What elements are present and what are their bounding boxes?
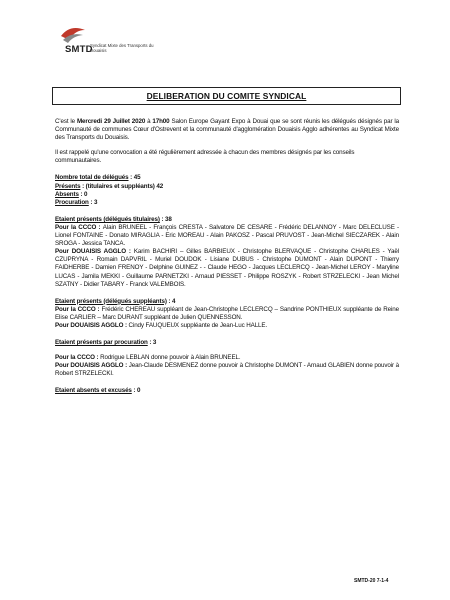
suppleants-heading xyxy=(55,298,399,306)
intro-text-b: à xyxy=(145,118,153,125)
logo-name: SMTD xyxy=(65,44,93,55)
titulaires-da xyxy=(55,248,399,288)
procuration-count: : 3 xyxy=(147,339,157,347)
suppleants-ccco-text: Frédéric CHEREAU suppléant de Jean-Christophe LECLERCQ – Sandrine PONTHIEUX suppléante de Reine Elise CARLIER – Marc DURANT suppléant de Julien QUENNESSON. xyxy=(55,305,399,321)
intro-text-a: C'est le xyxy=(55,118,77,125)
absents-count: : 0 xyxy=(131,387,141,395)
count-total xyxy=(55,174,399,182)
document-reference: SMTD-20 7-1-4 xyxy=(354,578,389,584)
count-procuration xyxy=(55,199,399,207)
procuration-heading xyxy=(55,339,399,347)
titulaires-da-label: Pour DOUAISIS AGGLO : xyxy=(55,248,134,256)
suppleants-heading-label: Etaient présents (délégués suppléants) xyxy=(55,297,167,305)
page-title: DELIBERATION DU COMITE SYNDICAL xyxy=(146,91,307,101)
count-absent-value: : 0 xyxy=(78,190,88,198)
procuration-da-text: Jean-Claude DESMENEZ donne pouvoir à Christophe DUMONT - Arnaud GLABIEN donne pouvoir à Robert STRZELECKI. xyxy=(55,362,400,378)
count-absent-label: Absents xyxy=(55,190,79,198)
intro-text-c: Salon Europe Gayant Expo à Douai que se sont réunis les délégués désignés par la Communauté de communes Cœur d'Ostrevent et la communauté d'agglomération Douaisis Agglo adhérentes au Syndicat Mixte des Transports du Douaisis. xyxy=(55,118,399,142)
count-present-label: Présents xyxy=(55,182,81,190)
titulaires-da-text: Karim BACHIRI – Gilles BARBIEUX - Christophe BLERVAQUE - Christophe CHARLES - Yaël CZUPRYNA - Romain DAPVRIL - Muriel DOUDOK - Lisiane DUBUS - Christophe DUMONT - Alain DUPONT - Thierry FAIDHERBE - Damien FRENOY - Delphine GUINEZ - - Claude HEGO - Jacques LECLERCQ - Jean-Michel LEROY - Maryline LUCAS - Jamila MEKKI - Guillaume PARNETZKI - Arnaud PIESSET - Philippe ROSZYK - Robert STRZELECKI - Jean Michel SZATNY - Didier TABARY - Franck VALEMBOIS. xyxy=(55,248,399,288)
count-absent xyxy=(55,191,399,199)
procuration-da xyxy=(55,362,399,378)
intro-paragraph xyxy=(55,118,399,142)
absents-heading xyxy=(55,387,399,395)
suppleants-da-text: Cindy FAUQUEUX suppléante de Jean-Luc HALLE. xyxy=(128,321,268,329)
document-body xyxy=(55,118,399,396)
logo-subtitle: Syndicat Mixte des Transports du Douaisis xyxy=(90,43,154,53)
logo-mark-icon xyxy=(55,22,95,62)
count-present xyxy=(55,183,399,191)
suppleants-count: : 4 xyxy=(166,297,176,305)
titulaires-ccco-label: Pour la CCCO : xyxy=(55,223,103,231)
procuration-ccco-text: Rodrigue LEBLAN donne pouvoir à Alain BRUNEEL. xyxy=(100,354,241,362)
procuration-ccco xyxy=(55,354,399,362)
titulaires-heading xyxy=(55,216,399,224)
count-procuration-label: Procuration xyxy=(55,198,89,206)
suppleants-da-label: Pour DOUAISIS AGGLO : xyxy=(55,321,129,329)
count-total-label: Nombre total de délégués xyxy=(55,174,129,182)
smtd-logo xyxy=(55,22,185,62)
count-procuration-value: : 3 xyxy=(88,198,98,206)
meeting-time: 17h00 xyxy=(152,118,170,125)
titulaires-ccco-text: Alain BRUNEEL - François CRESTA - Salvatore DE CESARE - Frédéric DELANNOY - Marc DELECLUSE - Lionel FONTAINE - Donato MIRAGLIA - Eric MOREAU - Alain PAKOSZ - Pascal PRUVOST - Jean-Michel SIECZAREK - Alain SROGA - Jessica TANCA. xyxy=(55,223,399,248)
titulaires-heading-label: Etaient présents (délégués titulaires) xyxy=(55,215,160,223)
procuration-ccco-label: Pour la CCCO : xyxy=(55,354,101,362)
meeting-date: Mercredi 29 Juillet 2020 xyxy=(76,118,146,125)
procuration-da-label: Pour DOUAISIS AGGLO : xyxy=(55,362,129,370)
count-present-value: : (titulaires et suppléants) 42 xyxy=(80,182,164,190)
suppleants-ccco xyxy=(55,306,399,322)
absents-heading-label: Etaient absents et excusés xyxy=(55,387,132,395)
titulaires-ccco xyxy=(55,224,399,248)
suppleants-ccco-label: Pour la CCCO : xyxy=(55,305,102,313)
suppleants-da xyxy=(55,322,399,330)
count-total-value: : 45 xyxy=(128,174,141,182)
convocation-paragraph: Il est rappelé qu'une convocation a été régulièrement adressée à chacun des membres désignés par les conseils communautaires. xyxy=(55,149,355,165)
title-box xyxy=(52,87,401,105)
titulaires-count: : 38 xyxy=(159,215,172,223)
procuration-heading-label: Etaient présents par procuration xyxy=(55,339,148,347)
